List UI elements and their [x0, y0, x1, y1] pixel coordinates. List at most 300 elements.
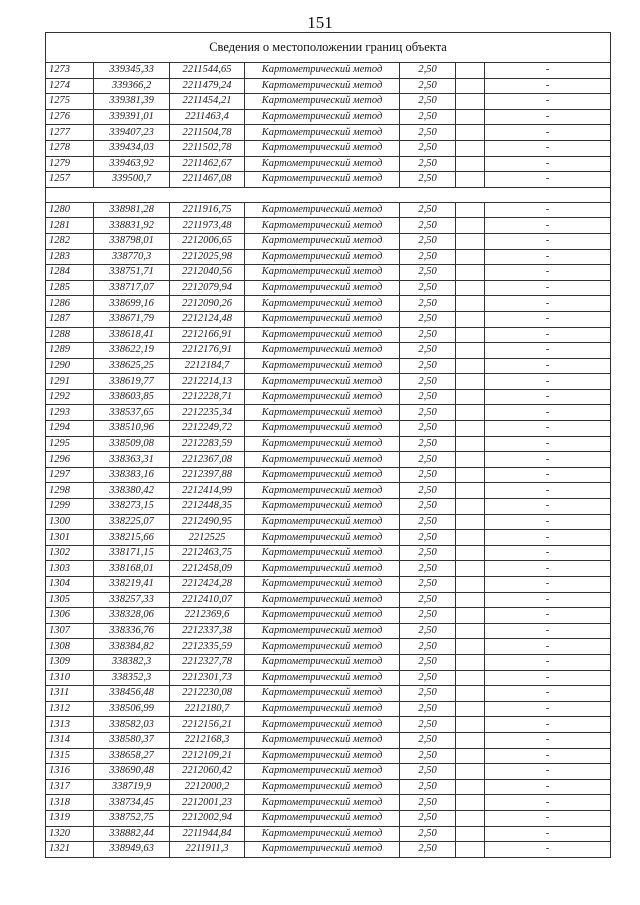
point-number-cell: 1288 [46, 327, 94, 343]
y-coordinate-cell: 2212397,88 [170, 467, 245, 483]
y-coordinate-cell: 2212002,94 [170, 810, 245, 826]
point-number-cell: 1290 [46, 358, 94, 374]
table-row [46, 639, 611, 655]
y-coordinate-cell: 2212090,26 [170, 296, 245, 312]
accuracy-cell: 2,50 [400, 311, 456, 327]
method-cell: Картометрический метод [245, 686, 400, 702]
x-coordinate-cell: 338273,15 [94, 499, 170, 515]
x-coordinate-cell: 338603,85 [94, 389, 170, 405]
table-row [46, 764, 611, 780]
point-number-cell: 1274 [46, 78, 94, 94]
accuracy-cell: 2,50 [400, 795, 456, 811]
table-row [46, 280, 611, 296]
empty-cell [456, 421, 485, 437]
x-coordinate-cell: 338168,01 [94, 561, 170, 577]
accuracy-cell: 2,50 [400, 686, 456, 702]
accuracy-cell: 2,50 [400, 233, 456, 249]
table-row [46, 311, 611, 327]
method-cell: Картометрический метод [245, 249, 400, 265]
x-coordinate-cell: 339366,2 [94, 78, 170, 94]
boundary-coordinates-table [45, 32, 611, 858]
method-cell: Картометрический метод [245, 732, 400, 748]
table-row [46, 483, 611, 499]
table-title-row [46, 33, 611, 63]
table-row [46, 125, 611, 141]
point-number-cell: 1293 [46, 405, 94, 421]
method-cell: Картометрический метод [245, 311, 400, 327]
accuracy-cell: 2,50 [400, 78, 456, 94]
description-cell: - [485, 764, 611, 780]
point-number-cell: 1319 [46, 810, 94, 826]
table-row [46, 748, 611, 764]
description-cell: - [485, 327, 611, 343]
description-cell: - [485, 654, 611, 670]
empty-cell [456, 530, 485, 546]
method-cell: Картометрический метод [245, 467, 400, 483]
method-cell: Картометрический метод [245, 701, 400, 717]
description-cell: - [485, 389, 611, 405]
method-cell: Картометрический метод [245, 374, 400, 390]
point-number-cell: 1280 [46, 202, 94, 218]
table-title: Сведения о местоположении границ объекта [46, 33, 611, 63]
accuracy-cell: 2,50 [400, 608, 456, 624]
table-row [46, 109, 611, 125]
description-cell: - [485, 405, 611, 421]
empty-cell [456, 499, 485, 515]
accuracy-cell: 2,50 [400, 842, 456, 858]
empty-cell [456, 358, 485, 374]
table-row [46, 63, 611, 79]
x-coordinate-cell: 338506,99 [94, 701, 170, 717]
point-number-cell: 1320 [46, 826, 94, 842]
table-row [46, 592, 611, 608]
x-coordinate-cell: 338384,82 [94, 639, 170, 655]
x-coordinate-cell: 339500,7 [94, 172, 170, 188]
y-coordinate-cell: 2211544,65 [170, 63, 245, 79]
method-cell: Картометрический метод [245, 639, 400, 655]
accuracy-cell: 2,50 [400, 717, 456, 733]
point-number-cell: 1279 [46, 156, 94, 172]
point-number-cell: 1312 [46, 701, 94, 717]
accuracy-cell: 2,50 [400, 732, 456, 748]
point-number-cell: 1302 [46, 545, 94, 561]
description-cell: - [485, 202, 611, 218]
point-number-cell: 1308 [46, 639, 94, 655]
table-row [46, 296, 611, 312]
x-coordinate-cell: 338225,07 [94, 514, 170, 530]
accuracy-cell: 2,50 [400, 530, 456, 546]
y-coordinate-cell: 2211504,78 [170, 125, 245, 141]
x-coordinate-cell: 338625,25 [94, 358, 170, 374]
empty-cell [456, 826, 485, 842]
description-cell: - [485, 561, 611, 577]
y-coordinate-cell: 2212214,13 [170, 374, 245, 390]
accuracy-cell: 2,50 [400, 654, 456, 670]
y-coordinate-cell: 2212001,23 [170, 795, 245, 811]
point-number-cell: 1277 [46, 125, 94, 141]
x-coordinate-cell: 338798,01 [94, 233, 170, 249]
description-cell: - [485, 218, 611, 234]
method-cell: Картометрический метод [245, 218, 400, 234]
empty-cell [456, 592, 485, 608]
accuracy-cell: 2,50 [400, 514, 456, 530]
description-cell: - [485, 452, 611, 468]
point-number-cell: 1318 [46, 795, 94, 811]
accuracy-cell: 2,50 [400, 452, 456, 468]
group-separator-row [46, 187, 611, 202]
x-coordinate-cell: 338582,03 [94, 717, 170, 733]
empty-cell [456, 202, 485, 218]
table-row [46, 779, 611, 795]
y-coordinate-cell: 2211463,4 [170, 109, 245, 125]
method-cell: Картометрический метод [245, 826, 400, 842]
table-row [46, 140, 611, 156]
table-row [46, 686, 611, 702]
accuracy-cell: 2,50 [400, 561, 456, 577]
empty-cell [456, 639, 485, 655]
y-coordinate-cell: 2211973,48 [170, 218, 245, 234]
description-cell: - [485, 265, 611, 281]
y-coordinate-cell: 2211944,84 [170, 826, 245, 842]
empty-cell [456, 748, 485, 764]
y-coordinate-cell: 2212060,42 [170, 764, 245, 780]
accuracy-cell: 2,50 [400, 779, 456, 795]
table-row [46, 514, 611, 530]
y-coordinate-cell: 2212230,08 [170, 686, 245, 702]
accuracy-cell: 2,50 [400, 218, 456, 234]
empty-cell [456, 436, 485, 452]
description-cell: - [485, 311, 611, 327]
method-cell: Картометрический метод [245, 140, 400, 156]
x-coordinate-cell: 338215,66 [94, 530, 170, 546]
x-coordinate-cell: 338171,15 [94, 545, 170, 561]
empty-cell [456, 218, 485, 234]
point-number-cell: 1257 [46, 172, 94, 188]
empty-cell [456, 467, 485, 483]
table-row [46, 561, 611, 577]
x-coordinate-cell: 338719,9 [94, 779, 170, 795]
x-coordinate-cell: 338328,06 [94, 608, 170, 624]
accuracy-cell: 2,50 [400, 280, 456, 296]
point-number-cell: 1273 [46, 63, 94, 79]
y-coordinate-cell: 2212235,34 [170, 405, 245, 421]
description-cell: - [485, 78, 611, 94]
description-cell: - [485, 732, 611, 748]
point-number-cell: 1291 [46, 374, 94, 390]
x-coordinate-cell: 338380,42 [94, 483, 170, 499]
empty-cell [456, 577, 485, 593]
accuracy-cell: 2,50 [400, 421, 456, 437]
accuracy-cell: 2,50 [400, 701, 456, 717]
point-number-cell: 1276 [46, 109, 94, 125]
empty-cell [456, 343, 485, 359]
y-coordinate-cell: 2211454,21 [170, 94, 245, 110]
point-number-cell: 1292 [46, 389, 94, 405]
y-coordinate-cell: 2211467,08 [170, 172, 245, 188]
table-row [46, 608, 611, 624]
table-row [46, 218, 611, 234]
empty-cell [456, 701, 485, 717]
x-coordinate-cell: 338382,3 [94, 654, 170, 670]
table-row [46, 265, 611, 281]
y-coordinate-cell: 2212249,72 [170, 421, 245, 437]
y-coordinate-cell: 2211916,75 [170, 202, 245, 218]
description-cell: - [485, 577, 611, 593]
description-cell: - [485, 530, 611, 546]
empty-cell [456, 842, 485, 858]
table-row [46, 842, 611, 858]
description-cell: - [485, 436, 611, 452]
point-number-cell: 1309 [46, 654, 94, 670]
method-cell: Картометрический метод [245, 405, 400, 421]
y-coordinate-cell: 2211479,24 [170, 78, 245, 94]
x-coordinate-cell: 338622,19 [94, 343, 170, 359]
method-cell: Картометрический метод [245, 499, 400, 515]
method-cell: Картометрический метод [245, 327, 400, 343]
x-coordinate-cell: 338509,08 [94, 436, 170, 452]
accuracy-cell: 2,50 [400, 343, 456, 359]
method-cell: Картометрический метод [245, 577, 400, 593]
description-cell: - [485, 343, 611, 359]
accuracy-cell: 2,50 [400, 748, 456, 764]
x-coordinate-cell: 338537,65 [94, 405, 170, 421]
empty-cell [456, 686, 485, 702]
x-coordinate-cell: 338363,31 [94, 452, 170, 468]
method-cell: Картометрический метод [245, 172, 400, 188]
point-number-cell: 1297 [46, 467, 94, 483]
empty-cell [456, 795, 485, 811]
empty-cell [456, 810, 485, 826]
x-coordinate-cell: 338751,71 [94, 265, 170, 281]
description-cell: - [485, 608, 611, 624]
empty-cell [456, 125, 485, 141]
empty-cell [456, 94, 485, 110]
x-coordinate-cell: 339463,92 [94, 156, 170, 172]
point-number-cell: 1296 [46, 452, 94, 468]
point-number-cell: 1311 [46, 686, 94, 702]
method-cell: Картометрический метод [245, 389, 400, 405]
y-coordinate-cell: 2212025,98 [170, 249, 245, 265]
table-row [46, 577, 611, 593]
empty-cell [456, 561, 485, 577]
accuracy-cell: 2,50 [400, 623, 456, 639]
description-cell: - [485, 233, 611, 249]
x-coordinate-cell: 338717,07 [94, 280, 170, 296]
accuracy-cell: 2,50 [400, 639, 456, 655]
table-row [46, 374, 611, 390]
x-coordinate-cell: 338456,48 [94, 686, 170, 702]
point-number-cell: 1317 [46, 779, 94, 795]
y-coordinate-cell: 2212079,94 [170, 280, 245, 296]
description-cell: - [485, 670, 611, 686]
table-row [46, 327, 611, 343]
method-cell: Картометрический метод [245, 94, 400, 110]
x-coordinate-cell: 339391,01 [94, 109, 170, 125]
accuracy-cell: 2,50 [400, 670, 456, 686]
table-row [46, 421, 611, 437]
point-number-cell: 1304 [46, 577, 94, 593]
empty-cell [456, 265, 485, 281]
table-row [46, 795, 611, 811]
table-row [46, 405, 611, 421]
accuracy-cell: 2,50 [400, 467, 456, 483]
method-cell: Картометрический метод [245, 421, 400, 437]
description-cell: - [485, 296, 611, 312]
table-row [46, 701, 611, 717]
empty-cell [456, 623, 485, 639]
empty-cell [456, 233, 485, 249]
description-cell: - [485, 810, 611, 826]
y-coordinate-cell: 2212124,48 [170, 311, 245, 327]
x-coordinate-cell: 338580,37 [94, 732, 170, 748]
method-cell: Картометрический метод [245, 265, 400, 281]
accuracy-cell: 2,50 [400, 764, 456, 780]
point-number-cell: 1284 [46, 265, 94, 281]
method-cell: Картометрический метод [245, 623, 400, 639]
point-number-cell: 1295 [46, 436, 94, 452]
table-row [46, 202, 611, 218]
y-coordinate-cell: 2212369,6 [170, 608, 245, 624]
point-number-cell: 1285 [46, 280, 94, 296]
x-coordinate-cell: 338383,16 [94, 467, 170, 483]
accuracy-cell: 2,50 [400, 436, 456, 452]
accuracy-cell: 2,50 [400, 327, 456, 343]
description-cell: - [485, 109, 611, 125]
x-coordinate-cell: 339434,03 [94, 140, 170, 156]
y-coordinate-cell: 2212000,2 [170, 779, 245, 795]
empty-cell [456, 514, 485, 530]
description-cell: - [485, 842, 611, 858]
empty-cell [456, 389, 485, 405]
x-coordinate-cell: 338981,28 [94, 202, 170, 218]
accuracy-cell: 2,50 [400, 405, 456, 421]
description-cell: - [485, 545, 611, 561]
x-coordinate-cell: 338699,16 [94, 296, 170, 312]
description-cell: - [485, 826, 611, 842]
accuracy-cell: 2,50 [400, 389, 456, 405]
empty-cell [456, 311, 485, 327]
y-coordinate-cell: 2212301,73 [170, 670, 245, 686]
empty-cell [456, 249, 485, 265]
table-row [46, 358, 611, 374]
point-number-cell: 1315 [46, 748, 94, 764]
method-cell: Картометрический метод [245, 842, 400, 858]
point-number-cell: 1289 [46, 343, 94, 359]
y-coordinate-cell: 2212367,08 [170, 452, 245, 468]
point-number-cell: 1303 [46, 561, 94, 577]
x-coordinate-cell: 338510,96 [94, 421, 170, 437]
method-cell: Картометрический метод [245, 109, 400, 125]
method-cell: Картометрический метод [245, 717, 400, 733]
accuracy-cell: 2,50 [400, 109, 456, 125]
y-coordinate-cell: 2212448,35 [170, 499, 245, 515]
y-coordinate-cell: 2211911,3 [170, 842, 245, 858]
empty-cell [456, 717, 485, 733]
method-cell: Картометрический метод [245, 514, 400, 530]
description-cell: - [485, 172, 611, 188]
method-cell: Картометрический метод [245, 343, 400, 359]
y-coordinate-cell: 2212168,3 [170, 732, 245, 748]
accuracy-cell: 2,50 [400, 140, 456, 156]
description-cell: - [485, 421, 611, 437]
y-coordinate-cell: 2212228,71 [170, 389, 245, 405]
table-row [46, 670, 611, 686]
description-cell: - [485, 779, 611, 795]
point-number-cell: 1316 [46, 764, 94, 780]
x-coordinate-cell: 338882,44 [94, 826, 170, 842]
accuracy-cell: 2,50 [400, 499, 456, 515]
method-cell: Картометрический метод [245, 63, 400, 79]
y-coordinate-cell: 2212176,91 [170, 343, 245, 359]
point-number-cell: 1307 [46, 623, 94, 639]
y-coordinate-cell: 2212184,7 [170, 358, 245, 374]
method-cell: Картометрический метод [245, 280, 400, 296]
description-cell: - [485, 701, 611, 717]
description-cell: - [485, 125, 611, 141]
empty-cell [456, 296, 485, 312]
table-row [46, 389, 611, 405]
description-cell: - [485, 623, 611, 639]
accuracy-cell: 2,50 [400, 265, 456, 281]
method-cell: Картометрический метод [245, 795, 400, 811]
point-number-cell: 1275 [46, 94, 94, 110]
point-number-cell: 1286 [46, 296, 94, 312]
table-row [46, 343, 611, 359]
empty-cell [456, 374, 485, 390]
method-cell: Картометрический метод [245, 670, 400, 686]
description-cell: - [485, 94, 611, 110]
method-cell: Картометрический метод [245, 561, 400, 577]
description-cell: - [485, 249, 611, 265]
accuracy-cell: 2,50 [400, 156, 456, 172]
y-coordinate-cell: 2211502,78 [170, 140, 245, 156]
y-coordinate-cell: 2212156,21 [170, 717, 245, 733]
accuracy-cell: 2,50 [400, 249, 456, 265]
description-cell: - [485, 639, 611, 655]
y-coordinate-cell: 2212414,99 [170, 483, 245, 499]
x-coordinate-cell: 338671,79 [94, 311, 170, 327]
y-coordinate-cell: 2212335,59 [170, 639, 245, 655]
method-cell: Картометрический метод [245, 779, 400, 795]
y-coordinate-cell: 2212458,09 [170, 561, 245, 577]
accuracy-cell: 2,50 [400, 577, 456, 593]
y-coordinate-cell: 2212410,07 [170, 592, 245, 608]
point-number-cell: 1278 [46, 140, 94, 156]
description-cell: - [485, 592, 611, 608]
description-cell: - [485, 748, 611, 764]
point-number-cell: 1310 [46, 670, 94, 686]
y-coordinate-cell: 2212040,56 [170, 265, 245, 281]
empty-cell [456, 172, 485, 188]
accuracy-cell: 2,50 [400, 545, 456, 561]
x-coordinate-cell: 338949,63 [94, 842, 170, 858]
table-row [46, 810, 611, 826]
table-row [46, 826, 611, 842]
point-number-cell: 1287 [46, 311, 94, 327]
table-row [46, 545, 611, 561]
y-coordinate-cell: 2212525 [170, 530, 245, 546]
y-coordinate-cell: 2212337,38 [170, 623, 245, 639]
method-cell: Картометрический метод [245, 78, 400, 94]
accuracy-cell: 2,50 [400, 172, 456, 188]
method-cell: Картометрический метод [245, 748, 400, 764]
y-coordinate-cell: 2212424,28 [170, 577, 245, 593]
empty-cell [456, 327, 485, 343]
x-coordinate-cell: 338690,48 [94, 764, 170, 780]
empty-cell [456, 764, 485, 780]
method-cell: Картометрический метод [245, 764, 400, 780]
y-coordinate-cell: 2212006,65 [170, 233, 245, 249]
